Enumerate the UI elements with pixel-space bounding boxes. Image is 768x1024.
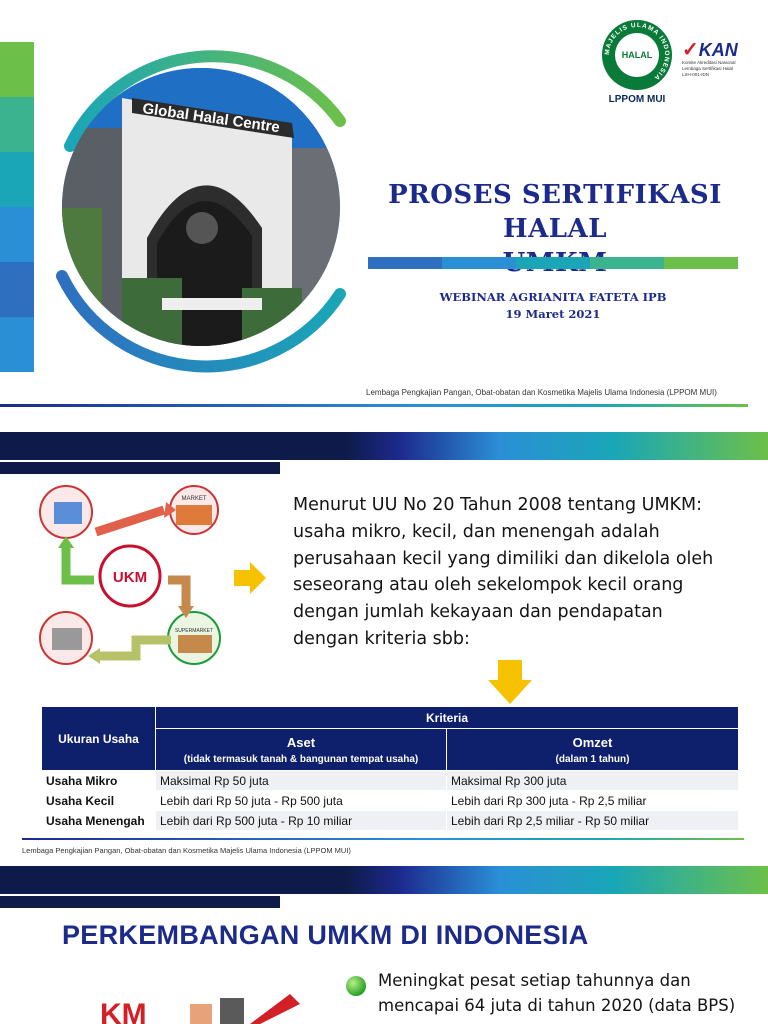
umkm-growth-graphic: [100, 990, 300, 1024]
halal-mui-logo: HALAL: [602, 20, 672, 90]
kan-logo: ✓ KAN Komite Akreditasi Nasional Lembaga Sertifikasi Halal LSH-001-IDN: [682, 39, 738, 77]
slide-heading: PERKEMBANGAN UMKM DI INDONESIA: [62, 920, 589, 950]
building-sign: Global Halal Centre: [141, 100, 281, 137]
bullet-text: Meningkat pesat setiap tahunnya dan mencapai 64 juta di tahun 2020 (data BPS): [378, 971, 736, 1015]
footer-bar: [22, 838, 744, 840]
footer-text: Lembaga Pengkajian Pangan, Obat-obatan dan Kosmetika Majelis Ulama Indonesia (LPPOM MUI): [22, 846, 351, 855]
building-photo: [62, 68, 340, 346]
title-underline-bar: [368, 257, 738, 269]
check-icon: ✓: [682, 39, 699, 61]
footer-bar: [0, 404, 748, 407]
event-name: WEBINAR AGRIANITA FATETA IPB: [439, 290, 667, 304]
definition-paragraph: Menurut UU No 20 Tahun 2008 tentang UMKM: usaha mikro, kecil, dan menengah adalah perusahaan kecil yang dimiliki dan dikelola oleh seseorang atau oleh sekelompok kecil orang dengan jumlah kekayaan dan pendapatan dengan kriteria sbb:: [293, 495, 714, 649]
header-banner: [0, 866, 768, 894]
footer-text: Lembaga Pengkajian Pangan, Obat-obatan dan Kosmetika Majelis Ulama Indonesia (LPPOM MUI): [366, 388, 717, 397]
table-row: Usaha Menengah Lebih dari Rp 500 juta - Rp 10 miliar Lebih dari Rp 2,5 miliar - Rp 50 miliar: [42, 811, 739, 831]
header-kriteria: Kriteria: [156, 707, 739, 729]
slide-title-text: PROSES SERTIFIKASI HALAL: [388, 180, 722, 244]
table-row: Usaha Mikro Maksimal Rp 50 juta Maksimal Rp 300 juta: [42, 771, 739, 791]
slide-title: [0, 0, 768, 408]
umkm-criteria-table: [41, 706, 739, 831]
umkm-cycle-diagram: [36, 480, 226, 670]
svg-text:SUPERMARKET: SUPERMARKET: [174, 628, 214, 634]
header-aset: Aset (tidak termasuk tanah & bangunan tempat usaha): [156, 729, 447, 771]
header-banner-strip: [0, 462, 280, 474]
header-banner-strip: [0, 896, 280, 908]
arrow-right-icon: [232, 560, 268, 596]
event-date: 19 Maret 2021: [505, 307, 601, 321]
mui-ring-text: [602, 20, 672, 90]
lppom-label: LPPOM MUI: [608, 94, 666, 105]
decorative-stripe: [0, 42, 34, 372]
umkm-logo: UKM: [112, 569, 148, 586]
svg-text:MARKET: MARKET: [181, 496, 207, 502]
header-ukuran: Ukuran Usaha: [42, 707, 156, 771]
arrow-down-icon: [486, 658, 534, 706]
table-row: Usaha Kecil Lebih dari Rp 50 juta - Rp 500 juta Lebih dari Rp 300 juta - Rp 2,5 miliar: [42, 791, 739, 811]
svg-text:MAJELIS ULAMA INDONESIA: MAJELIS ULAMA INDONESIA: [603, 21, 671, 82]
bullet-icon: [344, 974, 368, 998]
svg-text:KM: KM: [100, 998, 147, 1024]
header-banner: [0, 432, 768, 460]
header-omzet: Omzet (dalam 1 tahun): [447, 729, 739, 771]
